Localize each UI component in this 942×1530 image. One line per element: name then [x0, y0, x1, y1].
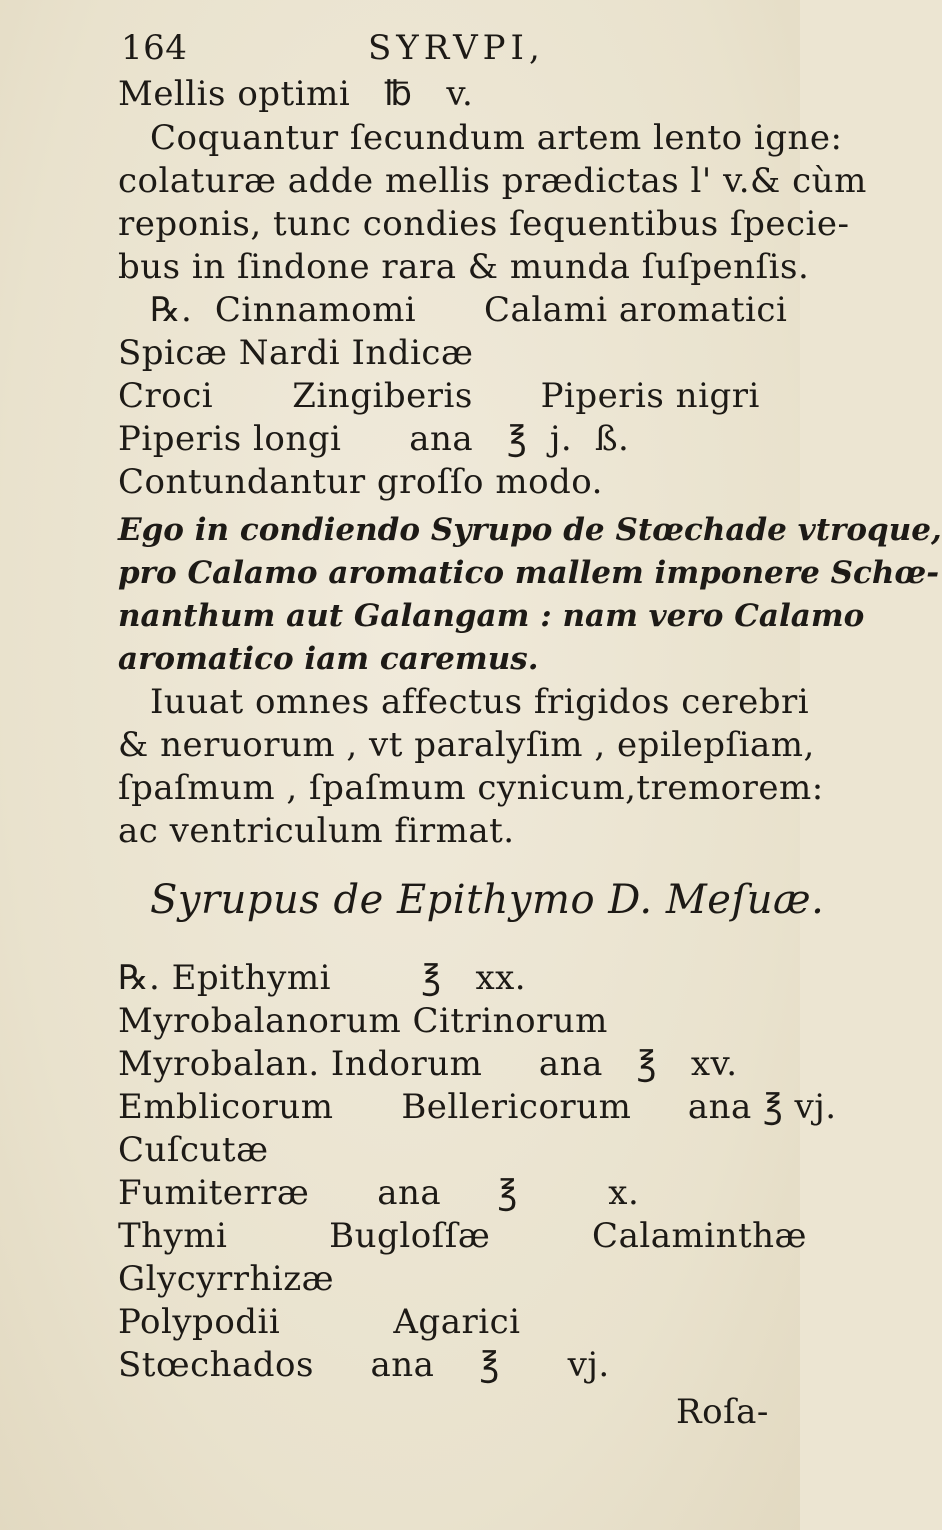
paragraph-line: bus in ſindone rara & munda ſuſpenſis.: [118, 247, 810, 287]
paragraph-line: reponis, tunc condies ſequentibus ſpecie-: [118, 204, 850, 244]
virtues-line: ſpaſmum , ſpaſmum cynicum,tremorem:: [118, 768, 824, 808]
ingredient-line: Contundantur groſſo modo.: [118, 462, 603, 502]
catchword: Roſa-: [676, 1392, 769, 1432]
virtues-line: ac ventriculum firmat.: [118, 811, 515, 851]
ingredient-line: Piperis longi ana ℥ j. ß.: [118, 419, 630, 459]
recipe-title: Syrupus de Epithymo D. Meſuæ.: [150, 877, 825, 923]
paragraph-line: Coquantur ſecundum artem lento igne:: [150, 118, 843, 158]
note-line: nanthum aut Galangam : nam vero Calamo: [118, 598, 865, 634]
recipe-line: Fumiterræ ana ℥ x.: [118, 1173, 640, 1213]
ingredient-line: Spicæ Nardi Indicæ: [118, 333, 474, 373]
recipe-line: Myrobalanorum Citrinorum: [118, 1001, 608, 1041]
recipe-line: Stœchados ana ℥ vj.: [118, 1345, 610, 1385]
virtues-line: Iuuat omnes affectus frigidos cerebri: [150, 682, 810, 722]
paragraph-line: colaturæ adde mellis prædictas l' v.& cùm: [118, 161, 867, 201]
note-line: Ego in condiendo Syrupo de Stœchade vtroque,: [118, 512, 942, 548]
recipe-line: Thymi Bugloſſæ Calaminthæ: [118, 1216, 808, 1256]
recipe-line: Emblicorum Bellericorum ana ℥ vj.: [118, 1087, 837, 1127]
ingredient-line: Croci Zingiberis Piperis nigri: [118, 376, 760, 416]
recipe-line: Mellis optimi ℔ v.: [118, 74, 474, 114]
ingredient-line: ℞. Cinnamomi Calami aromatici: [150, 290, 788, 330]
page-number: 164: [121, 28, 188, 68]
recipe-line: Cuſcutæ: [118, 1130, 269, 1170]
recipe-line: ℞. Epithymi ℥ xx.: [118, 958, 527, 998]
note-line: aromatico iam caremus.: [118, 641, 539, 677]
recipe-line: Glycyrrhizæ: [118, 1259, 335, 1299]
running-head: SYRVPI,: [368, 28, 545, 68]
recipe-line: Myrobalan. Indorum ana ℥ xv.: [118, 1044, 738, 1084]
note-line: pro Calamo aromatico mallem imponere Schœ-: [118, 555, 940, 591]
recipe-line: Polypodii Agarici: [118, 1302, 521, 1342]
virtues-line: & neruorum , vt paralyſim , epilepſiam,: [118, 725, 815, 765]
